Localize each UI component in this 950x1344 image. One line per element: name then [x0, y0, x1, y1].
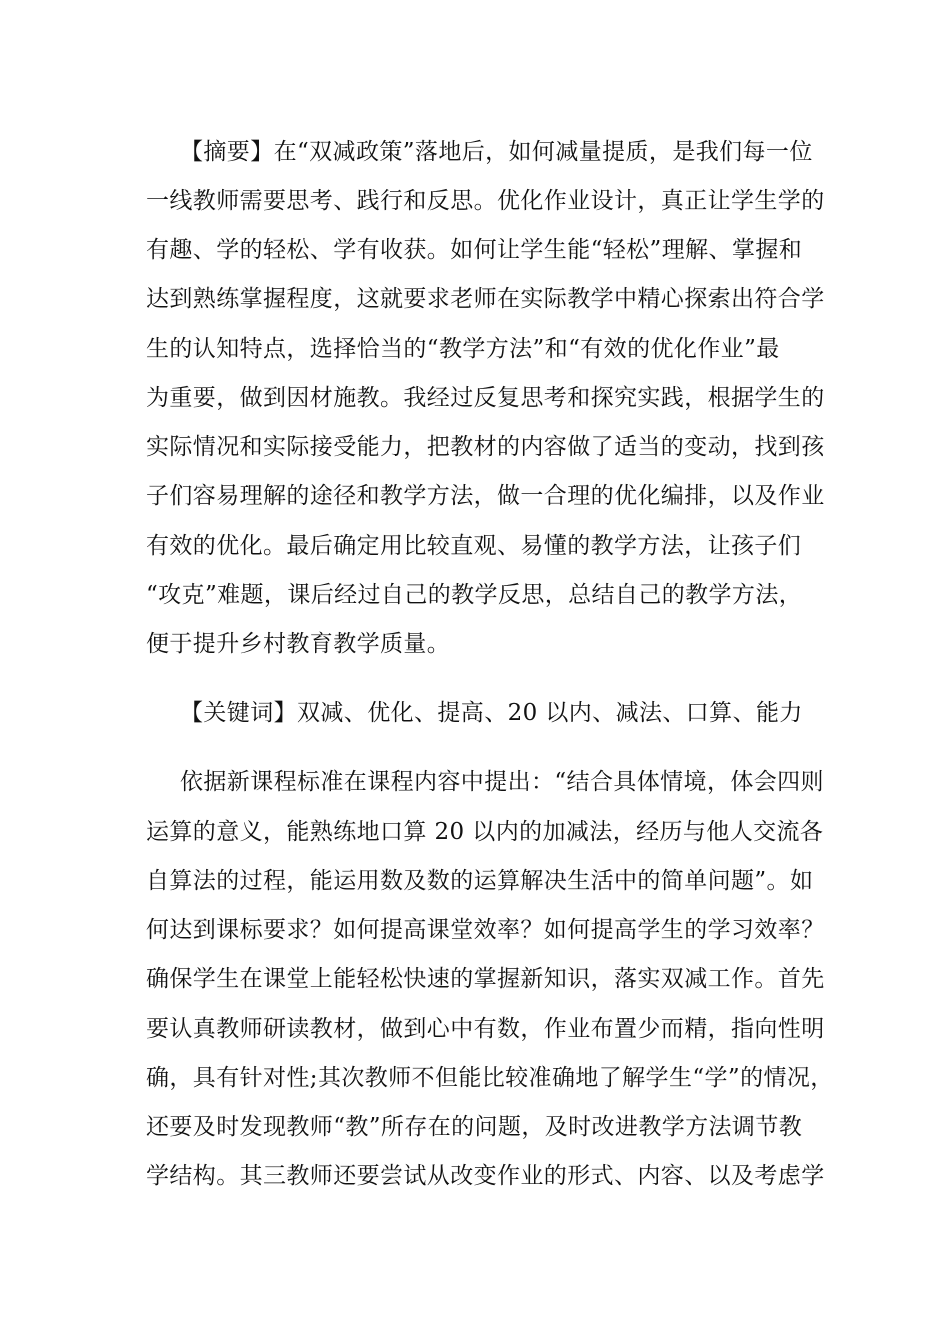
abstract-line: 子们容易理解的途径和教学方法，做一合理的优化编排，以及作业 [146, 483, 825, 509]
abstract-line: “攻克”难题，课后经过自己的教学反思，总结自己的教学方法， [146, 582, 803, 608]
body-line: 何达到课标要求？如何提高课堂效率？如何提高学生的学习效率？ [146, 917, 825, 943]
abstract-line: 为重要，做到因材施教。我经过反复思考和探究实践，根据学生的 [146, 385, 825, 411]
abstract-line: 一线教师需要思考、践行和反思。优化作业设计，真正让学生学的 [146, 188, 825, 214]
abstract-line: 有效的优化。最后确定用比较直观、易懂的教学方法，让孩子们 [146, 533, 802, 559]
body-line: 依据新课程标准在课程内容中提出：“结合具体情境，体会四则 [180, 769, 824, 795]
body-line: 确保学生在课堂上能轻松快速的掌握新知识，落实双减工作。首先 [146, 966, 825, 992]
abstract-line: 【摘要】在“双减政策”落地后，如何减量提质，是我们每一位 [180, 139, 813, 165]
body-line: 学结构。其三教师还要尝试从改变作业的形式、内容、以及考虑学 [146, 1163, 825, 1189]
body-line: 要认真教师研读教材，做到心中有数，作业布置少而精，指向性明 [146, 1016, 825, 1042]
body-line: 自算法的过程，能运用数及数的运算解决生活中的简单问题”。如 [146, 868, 814, 894]
abstract-line: 实际情况和实际接受能力，把教材的内容做了适当的变动，找到孩 [146, 434, 825, 460]
abstract-line: 生的认知特点，选择恰当的“教学方法”和“有效的优化作业”最 [146, 336, 780, 362]
body-line: 运算的意义，能熟练地口算 20 以内的加减法，经历与他人交流各 [146, 819, 824, 845]
abstract-line: 有趣、学的轻松、学有收获。如何让学生能“轻松”理解、掌握和 [146, 237, 803, 263]
abstract-line: 便于提升乡村教育教学质量。 [146, 631, 451, 657]
body-line: 还要及时发现教师“教”所存在的问题，及时改进教学方法调节教 [146, 1114, 803, 1140]
body-line: 确，具有针对性;其次教师不但能比较准确地了解学生“学”的情况， [146, 1065, 834, 1091]
abstract-line: 达到熟练掌握程度，这就要求老师在实际教学中精心探索出符合学 [146, 286, 825, 312]
keywords-line: 【关键词】双减、优化、提高、20 以内、减法、口算、能力 [180, 700, 803, 726]
